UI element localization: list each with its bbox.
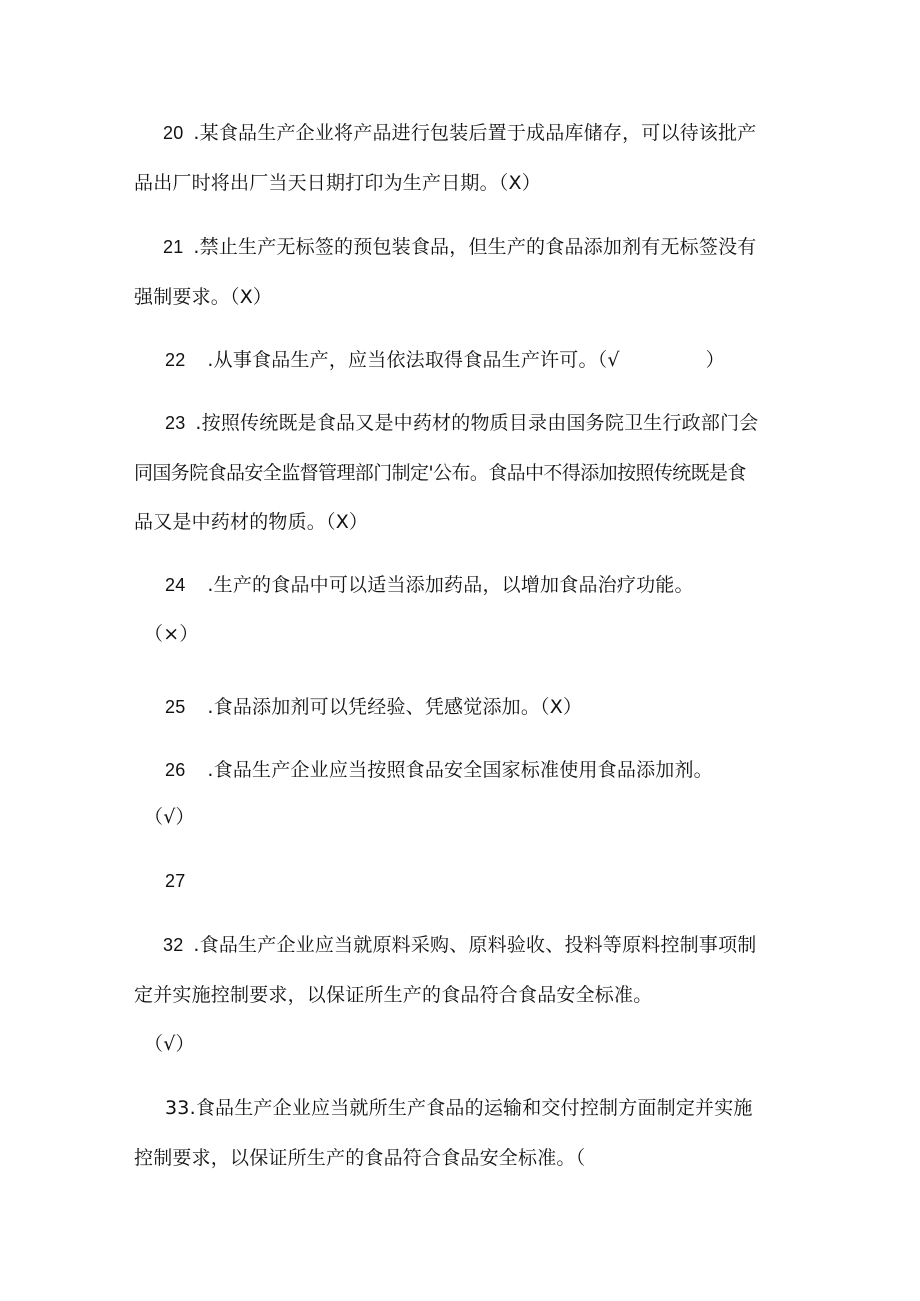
q26-line-2: （√）: [144, 806, 195, 828]
q24-line-2: （×）: [144, 623, 199, 645]
q26-text-1: .食品生产企业应当按照食品安全国家标准使用食品添加剂。: [207, 759, 713, 781]
q20-line-2: 品出厂时将出厂当天日期打印为生产日期。（X）: [134, 172, 541, 194]
q21-line-2: 强制要求。（X）: [134, 286, 273, 308]
q24-text-1: .生产的食品中可以适当添加药品，以增加食品治疗功能。: [207, 574, 694, 596]
q26-line-1: [165, 758, 713, 782]
q25-text-1: .食品添加剂可以凭经验、凭感觉添加。（X）: [207, 696, 583, 718]
q20-line-1: [163, 121, 756, 145]
q21-text-1: .禁止生产无标签的预包装食品，但生产的食品添加剂有无标签没有: [193, 236, 757, 258]
q24-number: 24: [165, 575, 186, 595]
q23-line-1: [165, 411, 758, 435]
q24-line-1: [165, 573, 694, 597]
q21-number: 21: [163, 237, 184, 257]
q33-line-2: 控制要求，以保证所生产的食品符合食品安全标准。（: [134, 1147, 586, 1169]
q22-text-1: .从事食品生产，应当依法取得食品生产许可。（√: [207, 349, 620, 371]
q32-line-1: [163, 933, 756, 957]
q22-line-1: [165, 348, 725, 372]
q20-text-1: .某食品生产企业将产品进行包装后置于成品库储存，可以待该批产: [193, 122, 757, 144]
q25-number: 25: [165, 697, 186, 717]
q23-line-2: 同国务院食品安全监督管理部门制定'公布。食品中不得添加按照传统既是食: [134, 462, 746, 484]
q25-line-1: [165, 695, 582, 719]
q22-number: 22: [165, 350, 186, 370]
q23-number: 23: [165, 413, 186, 433]
q23-line-3: 品又是中药材的物质。（X）: [134, 511, 369, 533]
q21-line-1: [163, 235, 756, 259]
q23-text-1: .按照传统既是食品又是中药材的物质目录由国务院卫生行政部门会: [195, 412, 759, 434]
q22-text-end: ）: [705, 349, 725, 371]
q27-line-1: [165, 869, 185, 893]
q32-number: 32: [163, 935, 184, 955]
q26-number: 26: [165, 760, 186, 780]
q20-number: 20: [163, 123, 184, 143]
q27-number: 27: [165, 871, 186, 891]
q32-line-3: （√）: [144, 1033, 195, 1055]
q33-line-1: 33.食品生产企业应当就所生产食品的运输和交付控制方面制定并实施: [165, 1097, 753, 1119]
q32-text-1: .食品生产企业应当就原料采购、原料验收、投料等原料控制事项制: [193, 934, 757, 956]
q32-line-2: 定并实施控制要求，以保证所生产的食品符合食品安全标准。: [134, 984, 653, 1006]
